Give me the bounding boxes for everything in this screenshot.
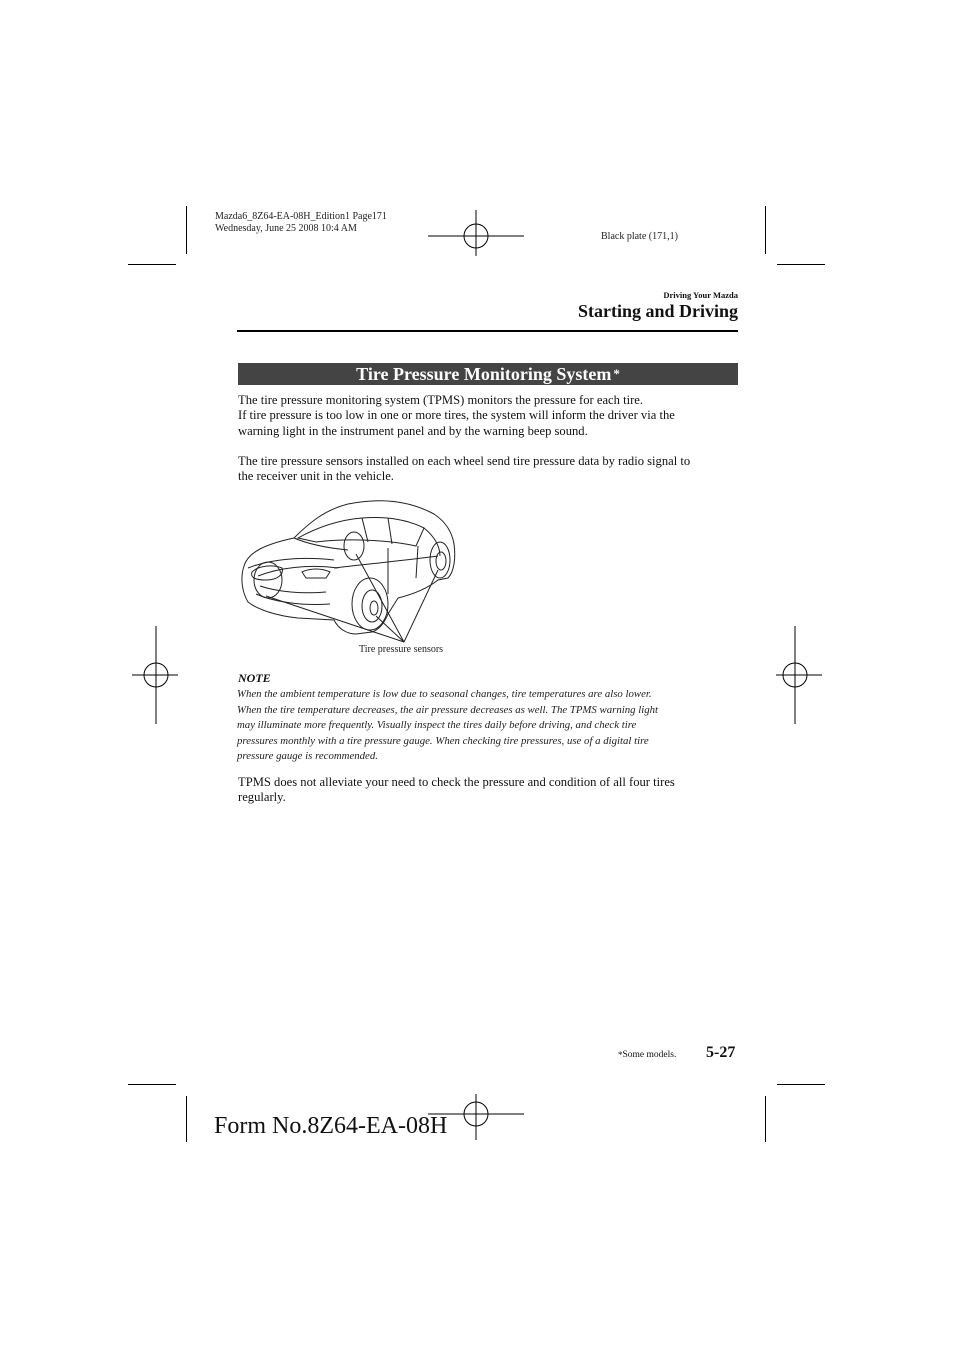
closing-paragraph	[238, 775, 748, 806]
sensor-line-2: the receiver unit in the vehicle.	[238, 469, 394, 484]
header-rule	[237, 330, 738, 332]
registration-mark-left	[132, 626, 178, 724]
section-title: Starting and Driving	[577, 301, 738, 321]
print-job-filename: Mazda6_8Z64-EA-08H_Edition1 Page171	[215, 211, 387, 222]
intro-paragraph	[238, 393, 748, 439]
chapter-label: Driving Your Mazda	[663, 290, 738, 300]
page-number: 5-27	[706, 1044, 736, 1061]
note-line-5: pressure gauge is recommended.	[237, 750, 378, 763]
topic-banner	[238, 363, 738, 385]
intro-line-3: warning light in the instrument panel and by the warning beep sound.	[238, 423, 588, 438]
footnote	[618, 1050, 676, 1060]
registration-mark-top	[426, 210, 526, 256]
print-job-info	[215, 211, 387, 235]
intro-line-2: If tire pressure is too low in one or more tires, the system will inform the driver via the	[238, 408, 675, 423]
registration-mark-right	[776, 626, 822, 724]
car-illustration	[238, 498, 458, 646]
note-line-4: pressures monthly with a tire pressure gauge. When checking tire pressures, use of a digital tire	[237, 734, 649, 747]
note-line-3: may illuminate more frequently. Visually inspect the tires daily before driving, and check tire	[237, 719, 637, 732]
footnote-text: Some models.	[622, 1050, 677, 1060]
note-body	[237, 687, 749, 765]
sensor-line-1: The tire pressure sensors installed on each wheel send tire pressure data by radio signal to	[238, 454, 691, 468]
closing-line-2: regularly.	[238, 790, 286, 805]
sensor-paragraph	[238, 454, 748, 485]
intro-line-1: The tire pressure monitoring system (TPMS) monitors the pressure for each tire.	[238, 393, 644, 407]
closing-line-1: TPMS does not alleviate your need to check the pressure and condition of all four tires	[238, 775, 675, 789]
print-job-timestamp: Wednesday, June 25 2008 10:4 AM	[215, 223, 357, 234]
note-line-2: When the tire temperature decreases, the air pressure decreases as well. The TPMS warning light	[237, 703, 659, 716]
form-number: Form No.8Z64-EA-08H	[214, 1113, 448, 1139]
note-line-1: When the ambient temperature is low due to seasonal changes, tire temperatures are also lower.	[237, 688, 652, 700]
some-models-asterisk: *	[613, 366, 620, 381]
topic-title: Tire Pressure Monitoring System	[356, 364, 612, 384]
plate-label: Black plate (171,1)	[601, 231, 678, 242]
figure-caption: Tire pressure sensors	[359, 644, 444, 655]
note-heading: NOTE	[238, 671, 271, 685]
footnote-asterisk: *	[618, 1050, 623, 1060]
